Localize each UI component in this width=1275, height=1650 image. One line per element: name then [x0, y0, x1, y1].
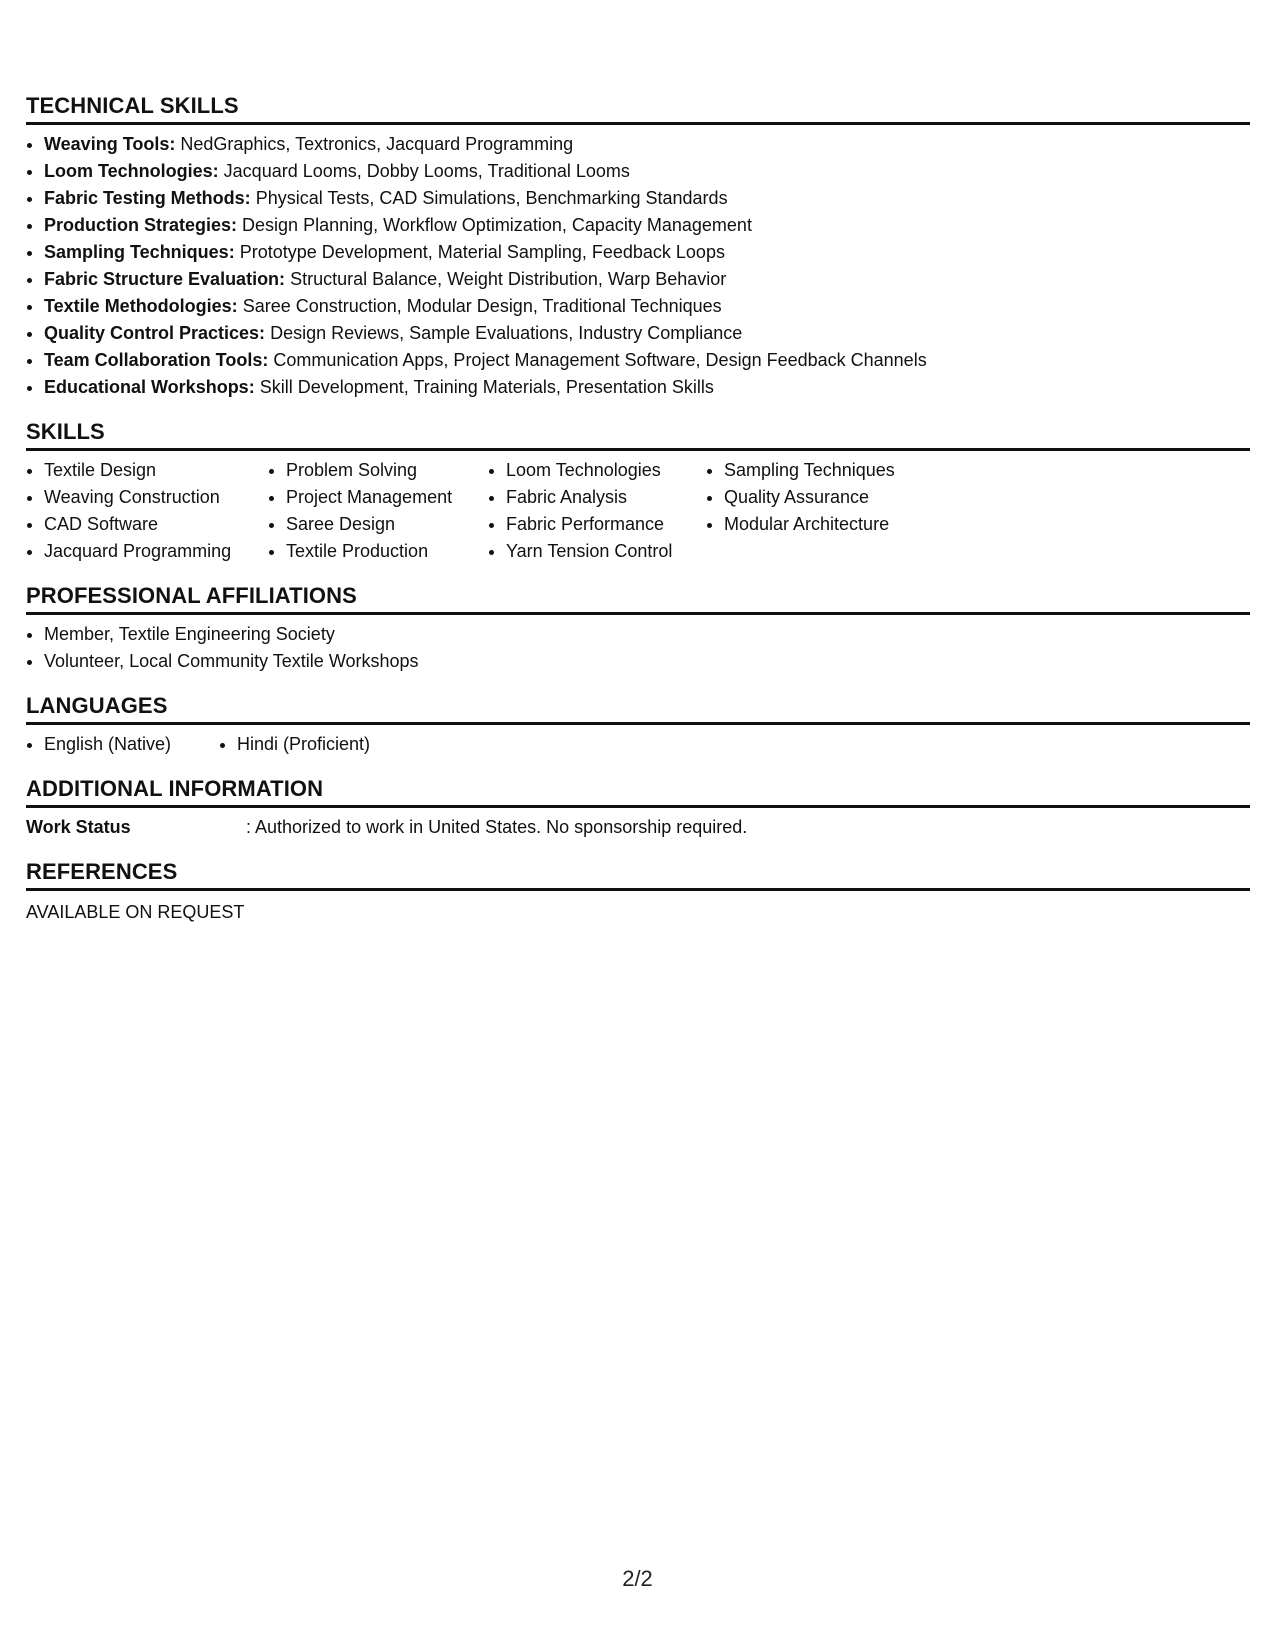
list-item: [44, 293, 1250, 320]
technical-skills-section: [26, 92, 1250, 401]
skill-details: Physical Tests, CAD Simulations, Benchmarking Standards: [250, 188, 728, 208]
list-item: • Modular Architecture: [724, 511, 944, 538]
skills-grid: [26, 457, 1250, 565]
list-item: [44, 131, 1250, 158]
skill-category: Sampling Techniques:: [44, 242, 235, 262]
work-status-label: Work Status: [26, 817, 131, 837]
list-item: • CAD Software: [44, 511, 268, 538]
skill-details: Communication Apps, Project Management Software, Design Feedback Channels: [268, 350, 927, 370]
skills-heading: SKILLS: [26, 418, 1250, 451]
skill-details: Design Planning, Workflow Optimization, Capacity Management: [237, 215, 752, 235]
skill-category: Textile Methodologies:: [44, 296, 238, 316]
list-item: • Textile Production: [286, 538, 488, 565]
affiliations-heading: PROFESSIONAL AFFILIATIONS: [26, 582, 1250, 615]
resume-page: [26, 92, 1250, 926]
skills-column: [488, 457, 706, 565]
list-item: [44, 212, 1250, 239]
skill-details: Saree Construction, Modular Design, Traditional Techniques: [237, 296, 722, 316]
list-item: [44, 239, 1250, 266]
list-item: [44, 266, 1250, 293]
list-item: [44, 347, 1250, 374]
list-item: • Volunteer, Local Community Textile Workshops: [44, 648, 1250, 675]
languages-heading: LANGUAGES: [26, 692, 1250, 725]
list-item: [44, 320, 1250, 347]
work-status-row: [26, 814, 1250, 841]
technical-skills-heading: TECHNICAL SKILLS: [26, 92, 1250, 125]
list-item: • Problem Solving: [286, 457, 488, 484]
skills-section: [26, 418, 1250, 565]
technical-skills-list: [26, 131, 1250, 401]
skill-category: Team Collaboration Tools:: [44, 350, 269, 370]
list-item: [44, 374, 1250, 401]
languages-list: [26, 731, 1250, 758]
skill-category: Quality Control Practices:: [44, 323, 266, 343]
list-item: • Saree Design: [286, 511, 488, 538]
list-item: [44, 185, 1250, 212]
skill-details: NedGraphics, Textronics, Jacquard Programming: [175, 134, 574, 154]
languages-section: [26, 692, 1250, 758]
affiliations-section: [26, 582, 1250, 675]
skill-category: Educational Workshops:: [44, 377, 255, 397]
list-item: • Sampling Techniques: [724, 457, 944, 484]
list-item: • English (Native): [44, 731, 219, 758]
list-item: • Member, Textile Engineering Society: [44, 621, 1250, 648]
skill-details: Skill Development, Training Materials, Presentation Skills: [254, 377, 714, 397]
skill-details: Design Reviews, Sample Evaluations, Industry Compliance: [265, 323, 743, 343]
list-item: • Quality Assurance: [724, 484, 944, 511]
languages-column: [26, 731, 219, 758]
list-item: • Textile Design: [44, 457, 268, 484]
list-item: • Fabric Performance: [506, 511, 706, 538]
skills-column: [706, 457, 944, 565]
skill-category: Fabric Structure Evaluation:: [44, 269, 286, 289]
skill-details: Prototype Development, Material Sampling, Feedback Loops: [234, 242, 725, 262]
references-text: AVAILABLE ON REQUEST: [26, 902, 245, 922]
skill-category: Weaving Tools:: [44, 134, 176, 154]
skill-category: Production Strategies:: [44, 215, 238, 235]
page-number: 2/2: [622, 1566, 653, 1591]
skill-details: Structural Balance, Weight Distribution, Warp Behavior: [285, 269, 727, 289]
work-status-value: : Authorized to work in United States. No sponsorship required.: [246, 817, 748, 837]
list-item: • Yarn Tension Control: [506, 538, 706, 565]
list-item: • Fabric Analysis: [506, 484, 706, 511]
skills-column: [268, 457, 488, 565]
skill-category: Fabric Testing Methods:: [44, 188, 251, 208]
affiliations-list: [26, 621, 1250, 675]
list-item: • Project Management: [286, 484, 488, 511]
additional-info-heading: ADDITIONAL INFORMATION: [26, 775, 1250, 808]
additional-info-section: [26, 775, 1250, 841]
references-section: [26, 858, 1250, 926]
list-item: • Jacquard Programming: [44, 538, 268, 565]
list-item: [44, 158, 1250, 185]
languages-column: [219, 731, 370, 758]
list-item: • Loom Technologies: [506, 457, 706, 484]
skill-details: Jacquard Looms, Dobby Looms, Traditional Looms: [218, 161, 630, 181]
list-item: • Weaving Construction: [44, 484, 268, 511]
references-heading: REFERENCES: [26, 858, 1250, 891]
skills-column: [26, 457, 268, 565]
skill-category: Loom Technologies:: [44, 161, 219, 181]
list-item: • Hindi (Proficient): [237, 731, 370, 758]
